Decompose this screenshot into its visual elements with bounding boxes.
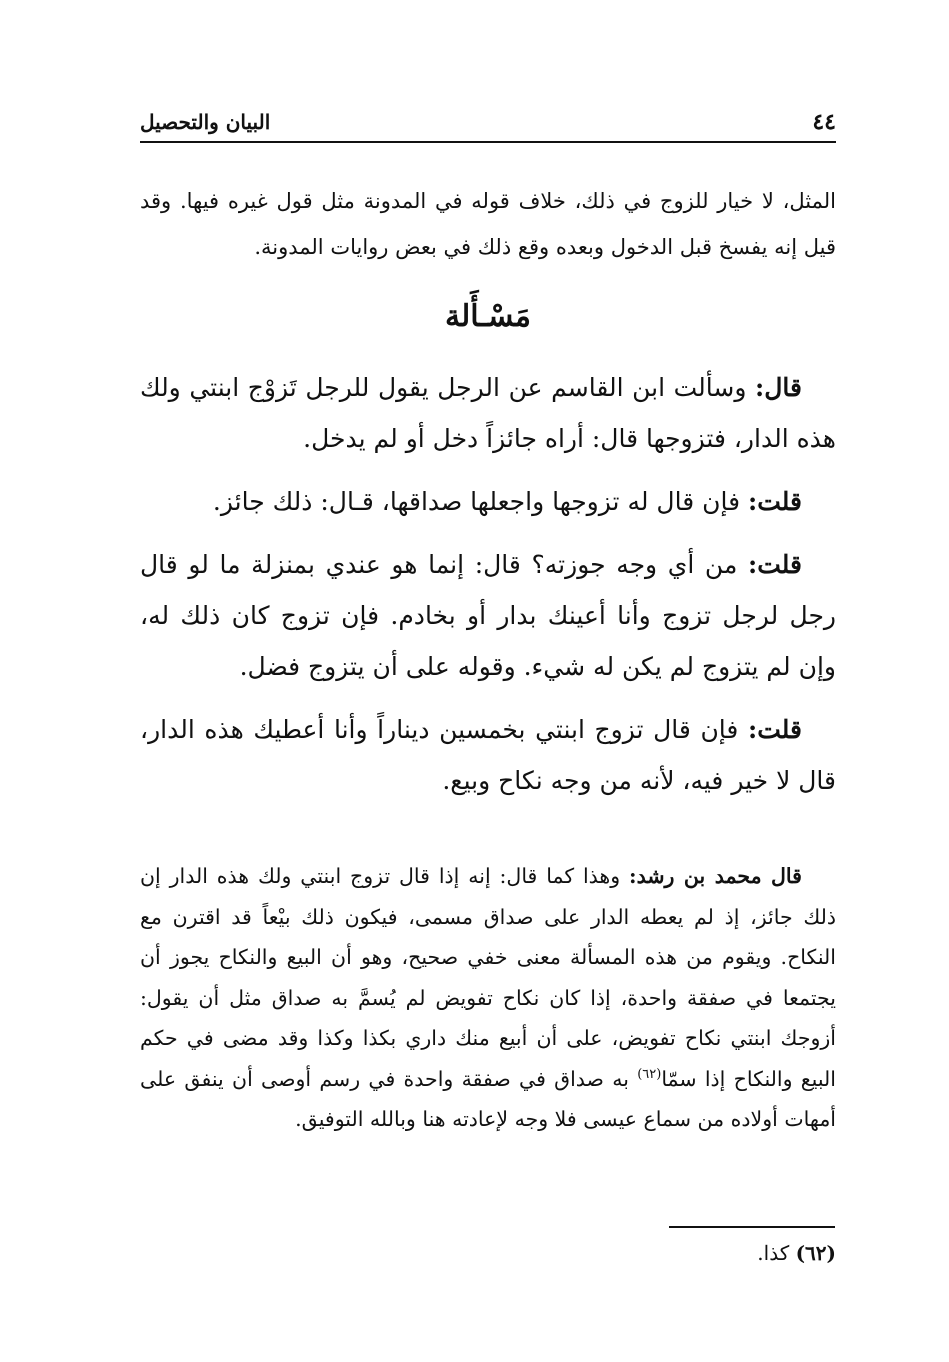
footnote-number: (٦٢) xyxy=(795,1241,836,1265)
page-number: ٤٤ xyxy=(812,109,836,135)
commentary-text-part1: وهذا كما قال: إنه إذا قال تزوج ابنتي ولك هذه الدار إن ذلك جائز، إذ لم يعطه الدار على صداق مسمى، فيكون ذلك بيْعاً قد اقترن مع النكاح. ويقوم من هذه المسألة معنى خفي صحيح، وهو أن البيع والنكاح يجوز أن يجتمعا في صفقة واحدة، إذا كان نكاح تفويض لم يُسمَّ به صداق مثل أن يقول: أزوجك ابنتي نكاح تفويض، على أن أبيع منك داري بكذا وكذا وقد مضى في حكم البيع والنكاح إذا سمّا xyxy=(140,864,836,1091)
paragraph-text: فإن قال تزوج ابنتي بخمسين ديناراً وأنا أعطيك هذه الدار، قال لا خير فيه، لأنه من وجه نكاح وبيع. xyxy=(140,715,836,795)
commentary-speaker: قال محمد بن رشد: xyxy=(629,864,802,888)
speaker-label: قلت: xyxy=(747,550,802,579)
footnote-text: كذا. xyxy=(757,1241,796,1265)
intro-paragraph: المثل، لا خيار للزوج في ذلك، خلاف قوله في المدونة مثل قول غيره فيها. وقد قيل إنه يفسخ قبل الدخول وبعده وقع ذلك في بعض روايات المدونة. xyxy=(140,189,836,259)
qa-paragraph xyxy=(140,362,836,464)
paragraph-text: من أي وجه جوزته؟ قال: إنما هو عندي بمنزلة ما لو قال رجل لرجل تزوج وأنا أعينك بدار أو بخادم. فإن تزوج كان ذلك له، وإن لم يتزوج لم يكن له شيء. وقوله على أن يتزوج فضل. xyxy=(140,550,836,681)
qa-paragraph xyxy=(140,539,836,692)
speaker-label: قلت: xyxy=(747,487,802,516)
speaker-label: قلت: xyxy=(747,715,802,744)
footnote-divider xyxy=(669,1226,835,1228)
paragraph-text: فإن قال له تزوجها واجعلها صداقها، قـال: ذلك جائز. xyxy=(212,487,748,516)
paragraph-text: وسألت ابن القاسم عن الرجل يقول للرجل تَزوْج ابنتي ولك هذه الدار، فتزوجها قال: أراه جائزاً دخل أو لم يدخل. xyxy=(140,373,836,453)
running-title: البيان والتحصيل xyxy=(140,110,271,134)
speaker-label: قال: xyxy=(755,373,802,402)
commentary-section xyxy=(140,856,836,1140)
page-header xyxy=(140,105,836,143)
footnote xyxy=(400,1236,836,1270)
qa-paragraph xyxy=(140,476,836,527)
qa-paragraph xyxy=(140,704,836,806)
qa-section xyxy=(140,362,836,818)
commentary-paragraph xyxy=(140,856,836,1140)
section-title: مَسْـأَلة xyxy=(445,299,531,334)
footnote-reference[interactable]: (٦٢) xyxy=(637,1066,662,1082)
commentary-text-part2: به صداق في صفقة واحدة في رسم أوصى أن ينفق على أمهات أولاده من سماع عيسى فلا وجه لإعادته هنا وبالله التوفيق. xyxy=(140,1066,836,1131)
